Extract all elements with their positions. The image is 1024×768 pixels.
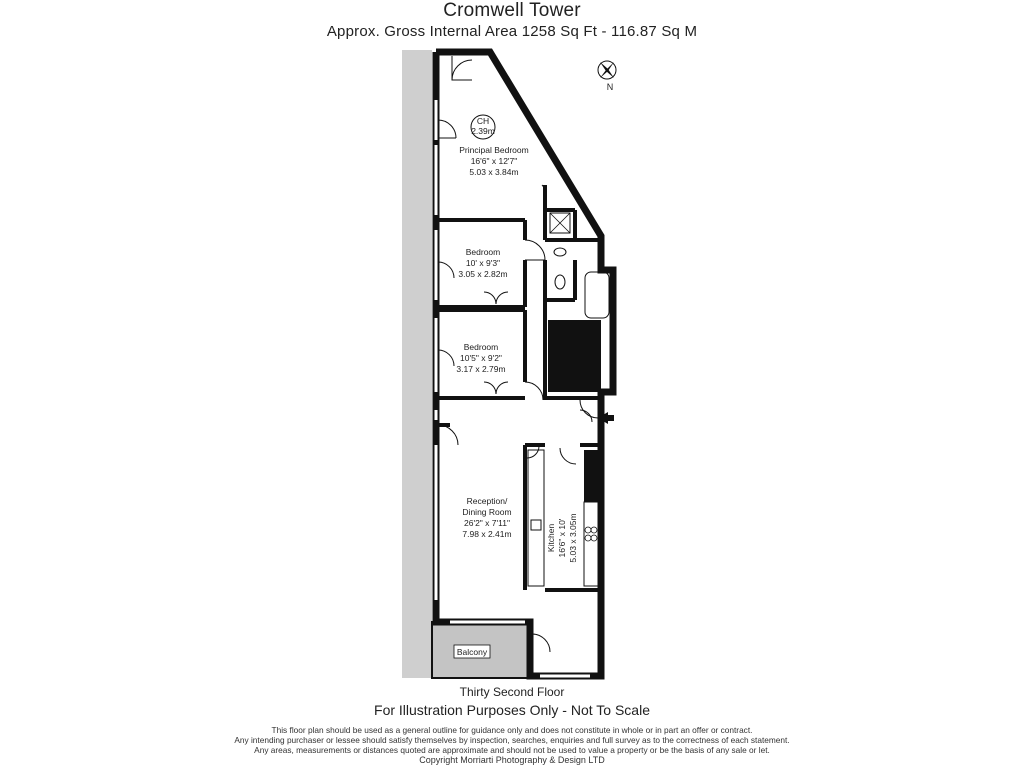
bedroom1-metric: 3.05 x 2.82m [458, 269, 508, 279]
disclaimer-line: Any intending purchaser or lessee should satisfy themselves by inspection, searches, enquiries and full survey as to the correctness of each statement. [234, 735, 790, 745]
hob-ring [585, 527, 591, 533]
reception-imperial: 26'2" x 7'11" [464, 518, 510, 528]
hob-ring [591, 535, 597, 541]
kitchen-counter-right [584, 502, 598, 586]
principal-bedroom-metric: 5.03 x 3.84m [469, 167, 519, 177]
kitchen-name: Kitchen [546, 523, 556, 553]
reception-name-line1: Reception/ [466, 496, 508, 506]
tall-unit [584, 450, 598, 502]
hob-ring [585, 535, 591, 541]
bedroom2-metric: 3.17 x 2.79m [456, 364, 506, 374]
bathtub [585, 272, 609, 318]
compass-rose-icon [598, 61, 616, 79]
reception-metric: 7.98 x 2.41m [462, 529, 512, 539]
compass-label: N [606, 82, 614, 92]
ch-label: CH [476, 116, 490, 126]
washbasin [554, 248, 566, 256]
toilet [555, 275, 565, 289]
bedroom2-imperial: 10'5" x 9'2" [460, 353, 502, 363]
reception-name-line2: Dining Room [462, 507, 512, 517]
principal-bedroom-name: Principal Bedroom [459, 145, 529, 155]
bedroom2-name: Bedroom [463, 342, 499, 352]
hob-ring [591, 527, 597, 533]
plan-title: Cromwell Tower [443, 0, 581, 21]
disclaimer-line: Any areas, measurements or distances quoted are approximate and should not be used to value a property or be the basis of any sale or let. [254, 745, 770, 755]
principal-bedroom-imperial: 16'6" x 12'7" [470, 156, 518, 166]
bedroom1-imperial: 10' x 9'3" [465, 258, 501, 268]
area-subtitle: Approx. Gross Internal Area 1258 Sq Ft - 116.87 Sq M [326, 23, 698, 40]
kitchen-metric: 5.03 x 3.05m [568, 513, 578, 563]
copyright: Copyright Morriarti Photography & Design LTD [419, 755, 605, 765]
kitchen-sink [531, 520, 541, 530]
balcony-label: Balcony [456, 647, 488, 657]
ch-height: 2.39m [471, 126, 495, 136]
disclaimer-line: This floor plan should be used as a general outline for guidance only and does not constitute in whole or in part an offer or contract. [271, 725, 753, 735]
floor-label: Thirty Second Floor [459, 685, 565, 699]
disclaimer [0, 725, 1024, 755]
scale-note: For Illustration Purposes Only - Not To Scale [374, 702, 650, 718]
kitchen-counter-left [528, 450, 544, 586]
bedroom1-name: Bedroom [465, 247, 501, 257]
terrace-strip [402, 50, 432, 678]
kitchen-imperial: 16'6" x 10' [557, 518, 567, 558]
riser-block [548, 320, 601, 392]
